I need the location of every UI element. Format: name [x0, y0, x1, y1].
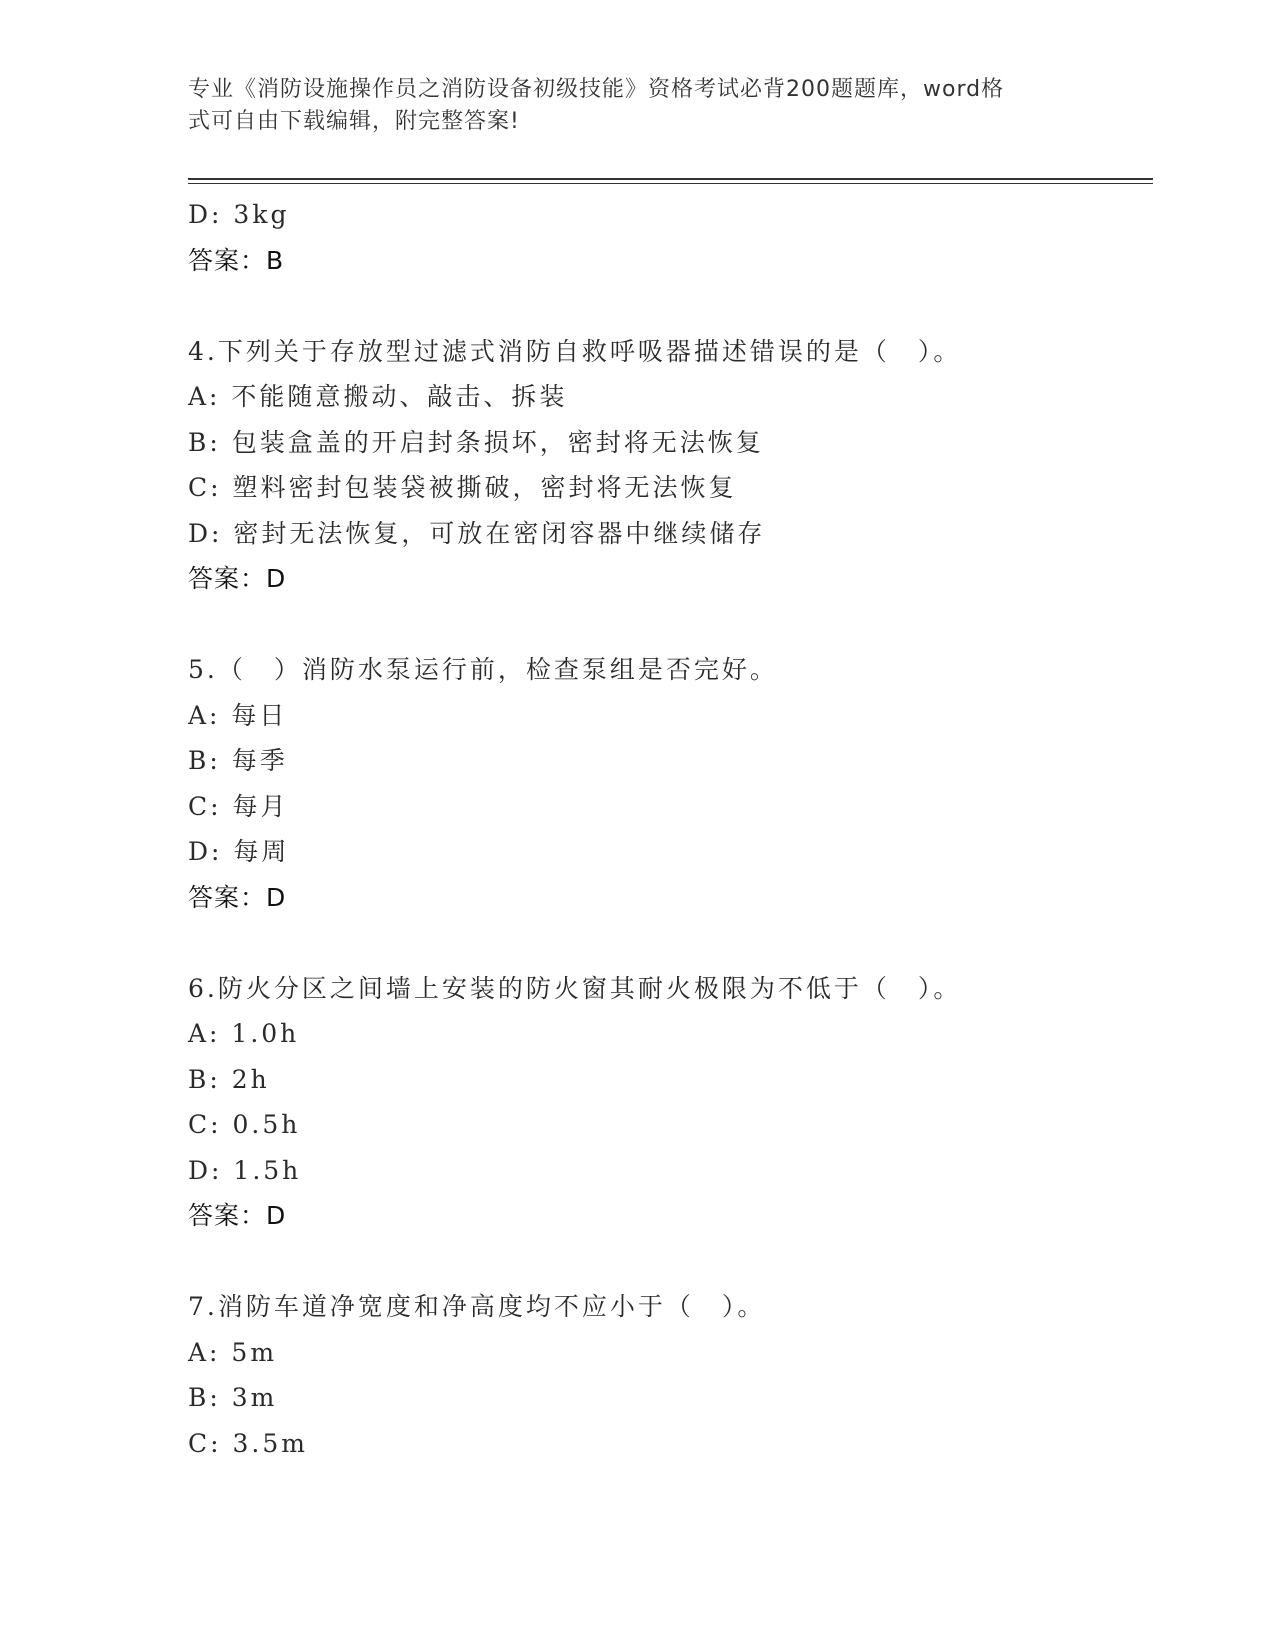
option-c: C: 每月: [188, 791, 289, 821]
answer-line: 答案：D: [188, 882, 287, 912]
option-d: D: 每周: [188, 837, 290, 866]
question-6: [188, 966, 1153, 1239]
header-title-line-2: 式可自由下载编辑，附完整答案!: [188, 109, 520, 134]
header-title-line-1: 专业《消防设施操作员之消防设备初级技能》资格考试必背200题题库，word格: [188, 77, 1005, 102]
option-b: B: 2h: [188, 1064, 270, 1094]
header-divider: [188, 178, 1153, 184]
option-c: C: 3.5m: [188, 1428, 308, 1458]
answer-line: 答案：B: [188, 245, 285, 275]
answer-line: 答案：D: [188, 564, 287, 593]
question-stem: 5.（ ）消防水泵运行前，检查泵组是否完好。: [188, 655, 778, 684]
option-c: C: 0.5h: [188, 1110, 301, 1139]
option-a: A: 5m: [188, 1337, 278, 1367]
question-4: [188, 329, 1153, 602]
option-a: A: 每日: [188, 700, 288, 730]
question-spacer: [188, 283, 1153, 329]
option-b: B: 包装盒盖的开启封条损坏，密封将无法恢复: [188, 427, 764, 457]
answer-line: 答案：D: [188, 1201, 287, 1230]
question-5: [188, 647, 1153, 920]
option-c: C: 塑料密封包装袋被撕破，密封将无法恢复: [188, 473, 737, 502]
question-spacer: [188, 1239, 1153, 1285]
question-spacer: [188, 920, 1153, 966]
option-d: D: 3kg: [188, 200, 290, 229]
page-header: [188, 74, 1068, 138]
question-list: [188, 192, 1153, 1466]
option-d: D: 1.5h: [188, 1155, 302, 1185]
question-7: [188, 1284, 1153, 1466]
option-d: D: 密封无法恢复，可放在密闭容器中继续储存: [188, 518, 766, 548]
option-b: B: 每季: [188, 746, 288, 775]
option-a: A: 不能随意搬动、敲击、拆装: [188, 382, 568, 411]
option-b: B: 3m: [188, 1383, 278, 1412]
question-spacer: [188, 602, 1153, 648]
option-a: A: 1.0h: [188, 1019, 300, 1048]
question-stem: 4.下列关于存放型过滤式消防自救呼吸器描述错误的是（ ）。: [188, 336, 962, 366]
question-stem: 6.防火分区之间墙上安装的防火窗其耐火极限为不低于（ ）。: [188, 973, 962, 1003]
question-stem: 7.消防车道净宽度和净高度均不应小于（ ）。: [188, 1292, 766, 1321]
